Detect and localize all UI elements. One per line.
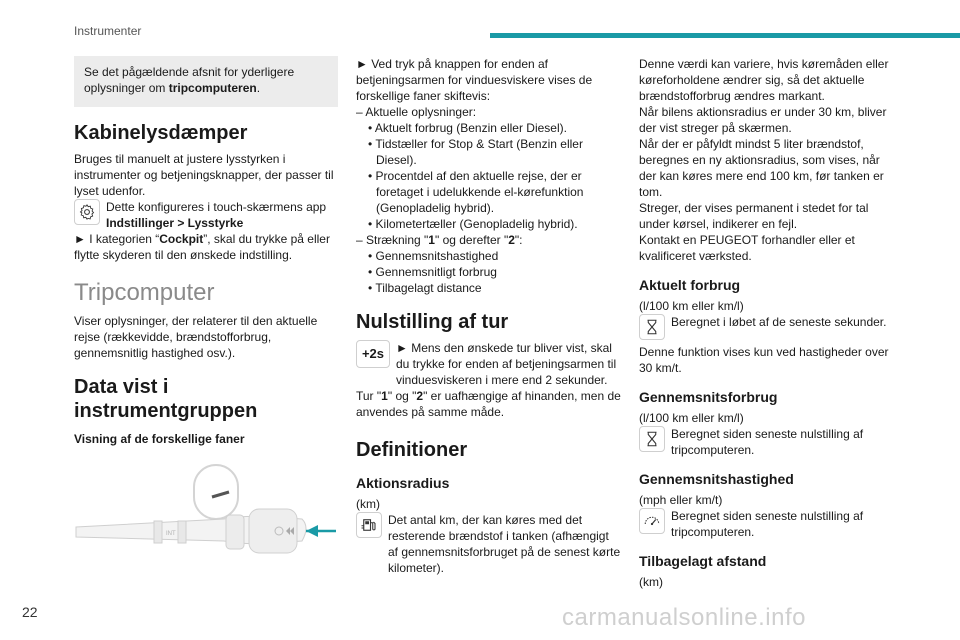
cabin-dimmer-heading: Kabinelysdæmper [74, 122, 248, 144]
note-tail: . [256, 81, 261, 95]
list-item: • Procentdel af den aktuelle rejse, der er foretaget i udelukkende el-kørefunktion (Genopladelig hybrid). [368, 169, 584, 215]
trip-mid: " og " [387, 389, 417, 403]
distance-travelled-unit: (km) [639, 575, 663, 589]
note-bold: tripcomputeren [168, 81, 257, 95]
trip-computer-heading: Tripcomputer [74, 279, 215, 306]
list-item: • Gennemsnitshastighed [368, 249, 499, 263]
cabin-step-pre: ► I kategorien “ [74, 232, 160, 246]
list-item: • Aktuelt forbrug (Benzin eller Diesel). [368, 121, 567, 135]
trip-post: " er uafhængige af hinanden, men de anvendes på samme måde. [356, 389, 621, 419]
trip-pre: Tur " [356, 389, 382, 403]
current-consumption-note: Denne funktion vises kun ved hastigheder over 30 km/t. [639, 345, 889, 375]
current-consumption-heading: Aktuelt forbrug [639, 277, 741, 293]
cabin-settings-text: Dette konfigureres i touch-skærmens app [106, 200, 327, 214]
definitions-heading: Definitioner [356, 439, 468, 461]
cabin-dimmer-text: Bruges til manuelt at justere lysstyrken i instrumenter og betjeningsknapper, der passer til lyset udenfor. [74, 152, 334, 198]
range-text: Det antal km, der kan køres med det resterende brændstof i tanken (afhængigt af gennemsnitsforbruget på de senest kørte kilometer). [388, 513, 621, 575]
info-note [74, 56, 338, 107]
range-note-3: Når der er påfyldt mindst 5 liter brændstof, beregnes en ny aktionsradius, som vises, når der kan køres mere end 100 km, før tanken er tom. [639, 137, 884, 199]
current-info-label: – Aktuelle oplysninger: [356, 105, 477, 119]
range-heading: Aktionsradius [356, 475, 450, 491]
watermark: carmanualsonline.info [562, 604, 806, 631]
reset-trip-heading: Nulstilling af tur [356, 311, 509, 333]
tabs-step: ► Ved tryk på knappen for enden af betjeningsarmen for vinduesviskere vises de forskellige faner skiftevis: [356, 57, 593, 103]
section-header: Instrumenter [74, 24, 142, 38]
list-item: • Kilometertæller (Genopladelig hybrid). [368, 217, 578, 231]
cabin-settings-path: Indstillinger > Lysstyrke [106, 216, 244, 230]
average-speed-text: Beregnet siden seneste nulstilling af tripcomputeren. [671, 509, 864, 539]
average-consumption-unit: (l/100 km eller km/l) [639, 411, 744, 425]
trip-1: 1 [381, 389, 388, 403]
range-note-5: Kontakt en PEUGEOT forhandler eller et kvalificeret værksted. [639, 233, 855, 263]
wiper-stalk-illustration [74, 457, 338, 607]
distance-list [356, 248, 622, 296]
distance-2: 2 [508, 233, 515, 247]
hourglass-icon [639, 426, 665, 452]
fuel-pump-icon [356, 512, 382, 538]
cabin-settings-row [74, 199, 338, 231]
column-2 [356, 56, 622, 576]
distance-travelled-heading: Tilbagelagt afstand [639, 553, 767, 569]
page-number: 22 [22, 604, 38, 620]
average-speed-row [639, 508, 899, 540]
average-consumption-text: Beregnet siden seneste nulstilling af tripcomputeren. [671, 427, 864, 457]
note-text: Se det pågældende afsnit for yderligere oplysninger om [84, 65, 295, 95]
distance-mid: " og derefter " [434, 233, 509, 247]
list-item: • Gennemsnitligt forbrug [368, 265, 497, 279]
range-row [356, 512, 622, 576]
trip-independence [356, 388, 622, 420]
average-consumption-row [639, 426, 899, 458]
average-consumption-heading: Gennemsnitsforbrug [639, 389, 778, 405]
speedometer-icon [639, 508, 665, 534]
distance-post: ": [514, 233, 523, 247]
data-shown-heading: Data vist i instrumentgruppen [74, 376, 258, 422]
range-note-1: Denne værdi kan variere, hvis køremåden eller køreforholdene ændrer sig, så det aktuelle brændstofforbrug ændres markant. [639, 57, 889, 103]
reset-text: ► Mens den ønskede tur bliver vist, skal du trykke for enden af betjeningsarmen til vinduesviskeren i mere end 2 sekunder. [396, 341, 617, 387]
current-consumption-text: Beregnet i løbet af de seneste sekunder. [671, 315, 887, 329]
list-item: • Tilbagelagt distance [368, 281, 482, 295]
hourglass-icon [639, 314, 665, 340]
current-info-list [356, 120, 622, 232]
header-accent-bar [490, 33, 960, 38]
distance-pre: – Strækning " [356, 233, 429, 247]
list-item: • Tidstæller for Stop & Start (Benzin eller Diesel). [368, 137, 583, 167]
column-3 [639, 56, 899, 590]
average-speed-heading: Gennemsnitshastighed [639, 471, 794, 487]
range-unit: (km) [356, 497, 380, 511]
cabin-step-bold: Cockpit [159, 232, 204, 246]
column-1 [74, 56, 338, 607]
trip-2: 2 [416, 389, 424, 403]
cabin-step [74, 231, 338, 263]
cabin-step-tail: ”, skal du trykke på eller flytte skyderen til den ønskede indstilling. [74, 232, 330, 262]
press-2s-label: +2s [361, 346, 385, 361]
distance-label [356, 232, 622, 248]
gear-icon [74, 199, 100, 225]
average-speed-unit: (mph eller km/t) [639, 493, 723, 507]
range-note-4: Streger, der vises permanent i stedet for tal under kørsel, indikerer en fejl. [639, 201, 869, 231]
current-consumption-unit: (l/100 km eller km/l) [639, 299, 744, 313]
distance-1: 1 [428, 233, 435, 247]
trip-computer-text: Viser oplysninger, der relaterer til den aktuelle rejse (rækkevidde, brændstofforbrug, gennemsnitlig hastighed osv.). [74, 314, 318, 360]
range-note-2: Når bilens aktionsradius er under 30 km, bliver der vist streger på skærmen. [639, 105, 887, 135]
current-consumption-row [639, 314, 899, 340]
press-2s-icon [356, 340, 390, 368]
tabs-subheading: Visning af de forskellige faner [74, 432, 245, 446]
reset-row [356, 340, 622, 388]
svg-text:INT: INT [166, 531, 176, 537]
